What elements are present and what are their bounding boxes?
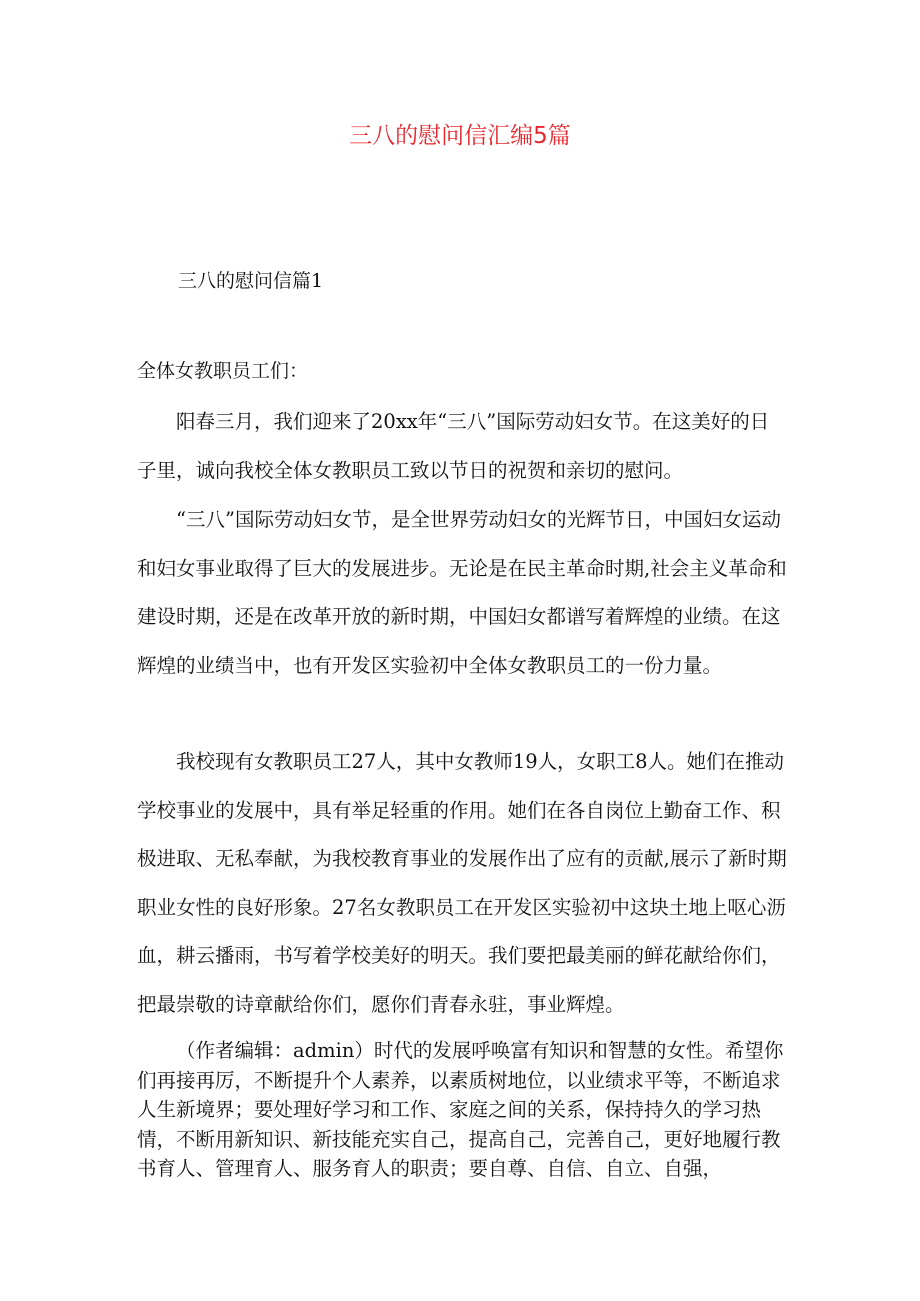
salutation: 全体女教职员工们：	[137, 360, 309, 382]
paragraph-2: “三八”国际劳动妇女节，是全世界劳动妇女的光辉节日，中国妇女运动和妇女事业取得了巨大的发展进步。无论是在民主革命时期,社会主义革命和建设时期，还是在改革开放的新时期，中国妇女都谱写着辉煌的业绩。在这辉煌的业绩当中，也有开发区实验初中全体女教职员工的一份力量。	[137, 508, 787, 677]
document-title: 三八的慰问信汇编5篇	[349, 123, 571, 149]
paragraph-1-block	[137, 398, 787, 495]
paragraph-2-block	[137, 496, 787, 690]
section-heading: 三八的慰问信篇1	[178, 270, 324, 292]
paragraph-1: 阳春三月，我们迎来了20xx年“三八”国际劳动妇女节。在这美好的日子里，诚向我校全体女教职员工致以节日的祝贺和亲切的慰问。	[137, 410, 770, 482]
paragraph-3-block	[137, 738, 787, 1029]
editor-note-paragraph: （作者编辑：admin）时代的发展呼唤富有知识和智慧的女性。希望你们再接再厉，不断提升个人素养，以素质树地位，以业绩求平等，不断追求人生新境界；要处理好学习和工作、家庭之间的关系，保持持久的学习热情，不断用新知识、新技能充实自己，提高自己，完善自己，更好地履行教书育人、管理育人、服务育人的职责；要自尊、自信、自立、自强，	[137, 1039, 784, 1180]
paragraph-3: 我校现有女教职员工27人，其中女教师19人，女职工8人。她们在推动学校事业的发展中，具有举足轻重的作用。她们在各自岗位上勤奋工作、积极进取、无私奉献，为我校教育事业的发展作出了应有的贡献,展示了新时期职业女性的良好形象。27名女教职员工在开发区实验初中这块土地上呕心沥血，耕云播雨，书写着学校美好的明天。我们要把最美丽的鲜花献给你们，把最崇敬的诗章献给你们，愿你们青春永驻，事业辉煌。	[137, 750, 787, 1016]
